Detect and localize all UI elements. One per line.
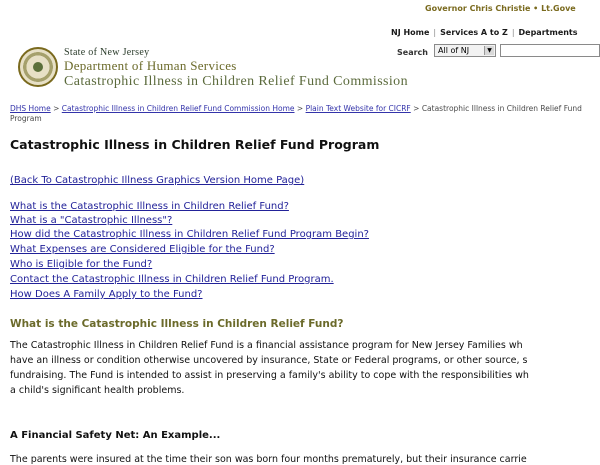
- example-heading: A Financial Safety Net: An Example...: [10, 430, 221, 441]
- separator: |: [433, 28, 437, 37]
- toc-link-who-eligible[interactable]: Who is Eligible for the Fund?: [10, 259, 153, 270]
- paragraph-line: a child's significant health problems.: [10, 385, 185, 396]
- search-label: Search: [397, 48, 428, 57]
- departments-link[interactable]: Departments: [518, 28, 578, 37]
- chevron-down-icon: ▼: [484, 46, 494, 55]
- governor-line: Governor Chris Christie • Lt.Gove: [425, 4, 576, 13]
- breadcrumb-dhs-home[interactable]: DHS Home: [10, 104, 51, 113]
- breadcrumb-current: Catastrophic Illness in Children Relief Fund: [421, 104, 582, 113]
- back-to-graphics-link[interactable]: (Back To Catastrophic Illness Graphics Version Home Page): [10, 175, 305, 186]
- commission-name: Catastrophic Illness in Children Relief Fund Commission: [64, 74, 408, 89]
- toc-link-what-is-fund[interactable]: What is the Catastrophic Illness in Children Relief Fund?: [10, 201, 289, 212]
- toc-link-eligible-expenses[interactable]: What Expenses are Considered Eligible for the Fund?: [10, 244, 275, 255]
- search-scope-select[interactable]: [434, 44, 496, 57]
- department-name: Department of Human Services: [64, 58, 237, 73]
- toc-link-contact[interactable]: Contact the Catastrophic Illness in Children Relief Fund Program.: [10, 274, 334, 285]
- breadcrumb-plain-text[interactable]: Plain Text Website for CICRF: [305, 104, 411, 113]
- toc-link-program-begin[interactable]: How did the Catastrophic Illness in Children Relief Fund Program Begin?: [10, 229, 369, 240]
- state-name: State of New Jersey: [64, 47, 150, 58]
- nj-home-link[interactable]: NJ Home: [391, 28, 430, 37]
- toc-link-how-apply[interactable]: How Does A Family Apply to the Fund?: [10, 289, 203, 300]
- nj-seal-logo: [18, 47, 58, 87]
- separator: |: [511, 28, 515, 37]
- breadcrumb-commission-home[interactable]: Catastrophic Illness in Children Relief Fund Commission Home: [61, 104, 295, 113]
- search-input[interactable]: [500, 44, 600, 57]
- search-scope-value: All of NJ: [438, 46, 470, 55]
- paragraph-line: fundraising. The Fund is intended to assist in preserving a family's ability to cope with the responsibilities wh: [10, 370, 529, 381]
- section-heading: What is the Catastrophic Illness in Children Relief Fund?: [10, 318, 344, 330]
- paragraph-line: The parents were insured at the time their son was born four months prematurely, but their insurance carrie: [10, 454, 527, 465]
- breadcrumb-current-cont: Program: [10, 114, 42, 123]
- paragraph-line: The Catastrophic Illness in Children Relief Fund is a financial assistance program for New Jersey Families wh: [10, 340, 523, 351]
- breadcrumb: DHS Home > Catastrophic Illness in Children Relief Fund Commission Home > Plain Text Website for CICRF > Catastrophic Illness in Children Relief Fund Program: [10, 104, 582, 123]
- paragraph-line: have an illness or condition otherwise uncovered by insurance, State or Federal programs, or other source, s: [10, 355, 528, 366]
- site-header: [0, 0, 600, 92]
- page-title: Catastrophic Illness in Children Relief Fund Program: [10, 137, 380, 152]
- top-links: [391, 28, 578, 37]
- toc-link-what-is-catastrophic-illness[interactable]: What is a "Catastrophic Illness"?: [10, 215, 173, 226]
- services-a-to-z-link[interactable]: Services A to Z: [440, 28, 508, 37]
